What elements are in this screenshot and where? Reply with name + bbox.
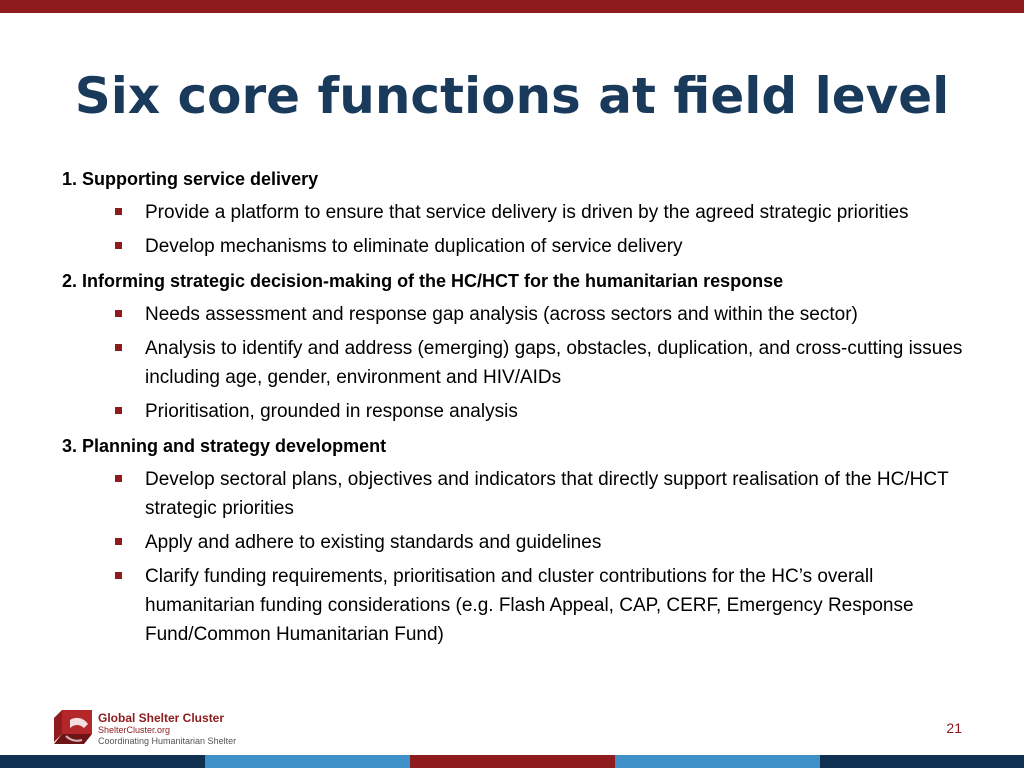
bullet-text: Needs assessment and response gap analysis (across sectors and within the sector) — [145, 304, 858, 325]
bullet-list — [62, 300, 972, 426]
bullet-item — [62, 528, 972, 557]
bullet-text: Clarify funding requirements, prioritisation and cluster contributions for the HC’s overall humanitarian funding considerations (e.g. Flash Appeal, CAP, CERF, Emergency Response Fund/Common Humanitarian Fund) — [145, 566, 914, 645]
square-bullet-icon — [115, 407, 122, 414]
bullet-item — [62, 300, 972, 329]
bullet-item — [62, 465, 972, 523]
square-bullet-icon — [115, 242, 122, 249]
bottom-bar-segment — [0, 755, 205, 768]
section-heading: 1. Supporting service delivery — [62, 169, 319, 189]
bullet-item — [62, 562, 972, 649]
footer-tagline: Coordinating Humanitarian Shelter — [98, 736, 237, 746]
bullet-text: Develop mechanisms to eliminate duplication of service delivery — [145, 236, 683, 257]
bottom-bar-segment — [410, 755, 615, 768]
bottom-bar-segment — [205, 755, 410, 768]
bullet-text: Provide a platform to ensure that service delivery is driven by the agreed strategic priorities — [145, 202, 909, 223]
section-3 — [62, 431, 972, 649]
shelter-cluster-logo-icon — [52, 706, 96, 748]
bullet-text: Prioritisation, grounded in response analysis — [145, 401, 518, 422]
bottom-bar-segment — [820, 755, 1024, 768]
footer-url: ShelterCluster.org — [98, 725, 171, 735]
square-bullet-icon — [115, 572, 122, 579]
bullet-text: Apply and adhere to existing standards and guidelines — [145, 532, 602, 553]
slide-title: Six core functions at field level — [74, 67, 950, 125]
bottom-bar-segment — [615, 755, 820, 768]
bullet-item — [62, 198, 972, 227]
bullet-text: Analysis to identify and address (emerging) gaps, obstacles, duplication, and cross-cutting issues including age, gender, environment and HIV/AIDs — [145, 338, 963, 388]
bullet-item — [62, 334, 972, 392]
square-bullet-icon — [115, 344, 122, 351]
bottom-accent-bar — [0, 755, 1024, 768]
section-2 — [62, 266, 972, 426]
slide-body — [62, 164, 972, 654]
square-bullet-icon — [115, 475, 122, 482]
bullet-list — [62, 465, 972, 649]
top-accent-bar — [0, 0, 1024, 13]
square-bullet-icon — [115, 310, 122, 317]
bullet-item — [62, 232, 972, 261]
bullet-item — [62, 397, 972, 426]
bullet-list — [62, 198, 972, 261]
section-heading: 2. Informing strategic decision-making of the HC/HCT for the humanitarian response — [62, 271, 784, 291]
square-bullet-icon — [115, 208, 122, 215]
footer-org-name: Global Shelter Cluster — [98, 711, 225, 725]
section-heading: 3. Planning and strategy development — [62, 436, 387, 456]
footer-branding — [98, 711, 236, 747]
bullet-text: Develop sectoral plans, objectives and indicators that directly support realisation of the HC/HCT strategic priorities — [145, 469, 949, 519]
page-number: 21 — [946, 720, 962, 736]
square-bullet-icon — [115, 538, 122, 545]
section-1 — [62, 164, 972, 261]
